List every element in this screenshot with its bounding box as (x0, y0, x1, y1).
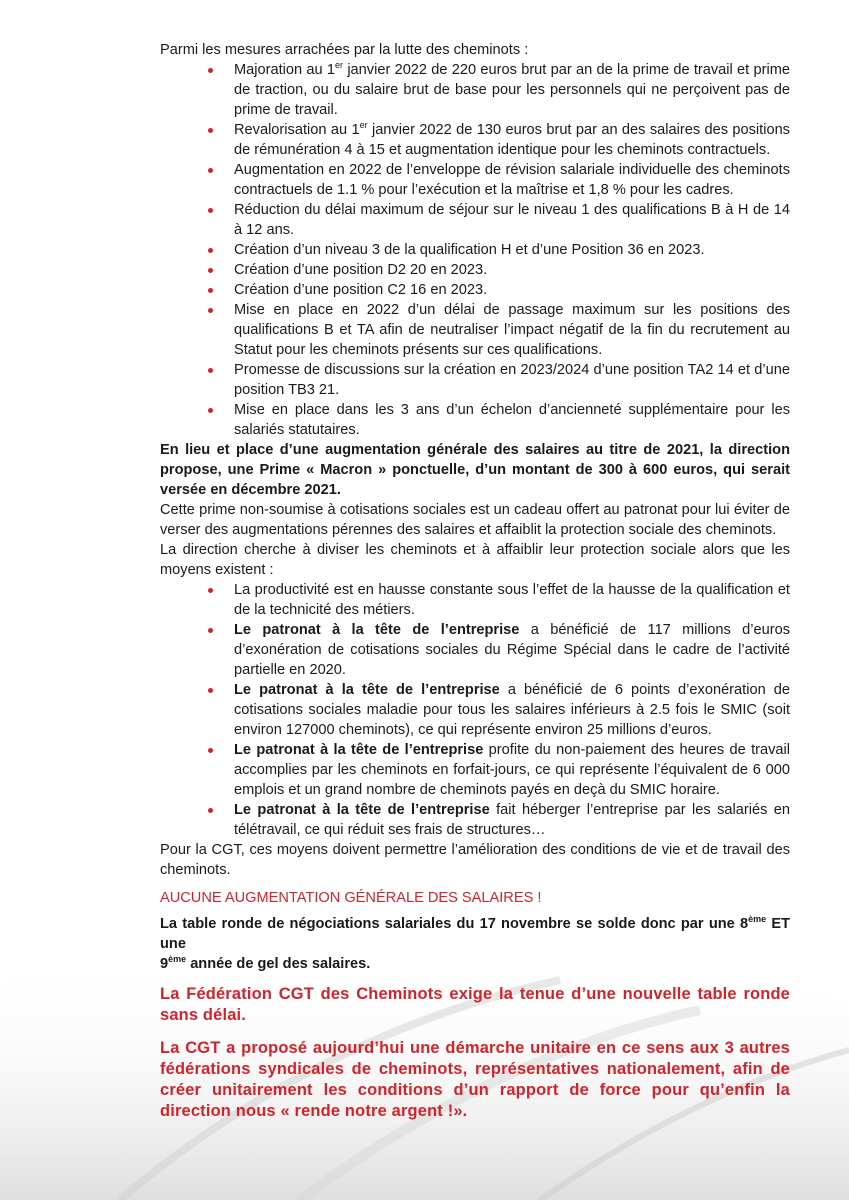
demand-unitary-approach: La CGT a proposé aujourd’hui une démarche unitaire en ce sens aux 3 autres fédérations syndicales de cheminots, représentatives nationalement, afin de créer unitairement les conditions d’un rapport de force pour qu’enfin la direction nous « rende notre argent !». (160, 1039, 790, 1120)
final-statement: La table ronde de négociations salariales du 17 novembre se solde donc par une 8ème ET une 9ème année de gel des salaires. (160, 914, 791, 972)
list-item: Création d’une position D2 20 en 2023. (234, 260, 790, 280)
list-item: Le patronat à la tête de l’entreprise a bénéficié de 6 points d’exonération de cotisations sociales maladie pour tous les salaires inférieurs à 2.5 fois le SMIC (soit environ 127000 cheminots), ce qui représente environ 25 millions d’euros. (234, 682, 790, 738)
list-item: La productivité est en hausse constante sous l’effet de la hausse de la qualification et de la technicité des métiers. (234, 582, 790, 618)
list-item: Le patronat à la tête de l’entreprise profite du non-paiement des heures de travail accomplies par les cheminots en forfait-jours, ce qui représente l’équivalent de 6 000 emplois et un grand nombre de cheminots payés en deçà du SMIC horaire. (234, 742, 791, 798)
list-item: Le patronat à la tête de l’entreprise fait héberger l’entreprise par les salariés en télétravail, ce qui réduit ses frais de structures… (234, 802, 790, 838)
list-item: Revalorisation au 1er janvier 2022 de 130 euros brut par an des salaires des positions de rémunération 4 à 15 et augmentation identique pour les cheminots contractuels. (234, 120, 790, 158)
list-item: Création d’une position C2 16 en 2023. (234, 280, 790, 300)
cgt-paragraph: Pour la CGT, ces moyens doivent permettre l’amélioration des conditions de vie et de travail des cheminots. (160, 842, 790, 878)
list-item: Réduction du délai maximum de séjour sur le niveau 1 des qualifications B à H de 14 à 12 ans. (234, 202, 790, 238)
intro-text: Parmi les mesures arrachées par la lutte des cheminots : (160, 42, 529, 58)
means-list (234, 580, 790, 840)
measures-list (234, 60, 790, 440)
list-item: Le patronat à la tête de l’entreprise a bénéficié de 117 millions d’euros d’exonération de cotisations sociales du Régime Spécial dans le cadre de l’activité partielle en 2020. (234, 622, 790, 678)
headline: AUCUNE AUGMENTATION GÉNÉRALE DES SALAIRES ! (160, 890, 542, 906)
list-item: Augmentation en 2022 de l’enveloppe de révision salariale individuelle des cheminots contractuels de 1.1 % pour l’exécution et la maîtrise et 1,8 % pour les cadres. (234, 162, 790, 198)
list-item: Promesse de discussions sur la création en 2023/2024 d’une position TA2 14 et d’une position TB3 21. (234, 362, 790, 398)
list-item: Mise en place dans les 3 ans d’un échelon d’ancienneté supplémentaire pour les salariés statutaires. (234, 402, 790, 438)
list-item: Mise en place en 2022 d’un délai de passage maximum sur les positions des qualifications B et TA afin de neutraliser l’impact négatif de la fin du recrutement au Statut pour les cheminots présents sur ces qualifications. (234, 302, 790, 358)
list-item: Majoration au 1er janvier 2022 de 220 euros brut par an de la prime de travail et prime de traction, ou du salaire brut de base pour les personnels qui ne perçoivent pas de prime de travail. (234, 60, 790, 118)
macron-prime-paragraph: En lieu et place d’une augmentation générale des salaires au titre de 2021, la direction propose, une Prime « Macron » ponctuelle, d’un montant de 300 à 600 euros, qui serait versée en décembre 2021. (160, 442, 790, 498)
demand-new-roundtable: La Fédération CGT des Cheminots exige la tenue d’une nouvelle table ronde sans délai. (160, 985, 790, 1024)
prime-critique-paragraph: Cette prime non-soumise à cotisations sociales est un cadeau offert au patronat pour lui éviter de verser des augmentations pérennes des salaires et affaiblit la protection sociale des cheminots. (160, 502, 790, 538)
document-page (160, 40, 790, 1122)
list-item: Création d’un niveau 3 de la qualification H et d’une Position 36 en 2023. (234, 240, 790, 260)
direction-paragraph: La direction cherche à diviser les cheminots et à affaiblir leur protection sociale alors que les moyens existent : (160, 542, 790, 578)
